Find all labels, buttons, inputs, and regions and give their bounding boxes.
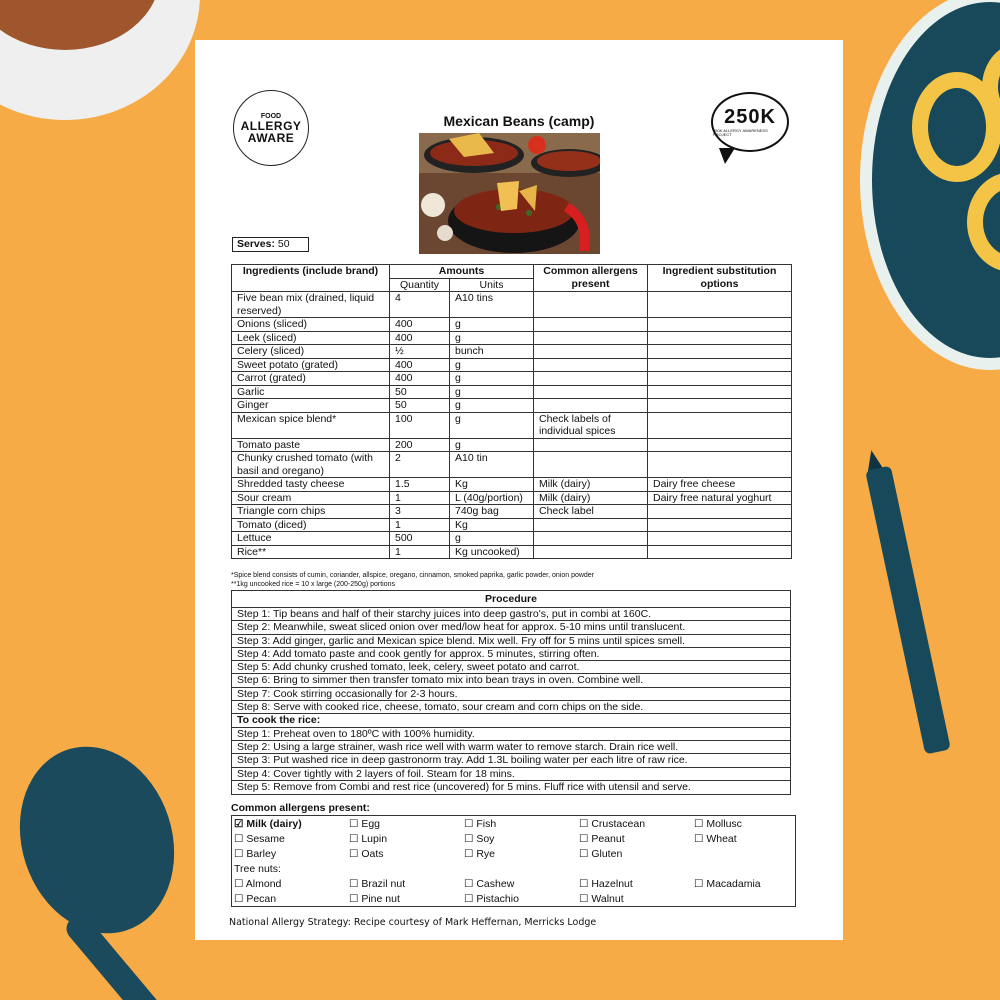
allergens-checklist <box>231 815 796 907</box>
cell-quantity: 400 <box>390 318 450 332</box>
cell-allergens <box>534 399 648 413</box>
cell-ingredient: Sweet potato (grated) <box>232 358 390 372</box>
cell-units: g <box>450 412 534 438</box>
table-row <box>232 292 792 318</box>
cell-quantity: 1 <box>390 491 450 505</box>
tree-nuts-label: Tree nuts: <box>234 863 281 875</box>
table-row <box>232 491 792 505</box>
header-amounts: Amounts <box>390 265 534 279</box>
table-row <box>232 452 792 478</box>
allergen-checkbox[interactable] <box>234 892 276 906</box>
allergen-label: Walnut <box>591 893 624 905</box>
unchecked-box-icon: ☐ <box>464 833 474 845</box>
unchecked-box-icon: ☐ <box>579 893 589 905</box>
serves-box: Serves: 50 <box>232 237 309 252</box>
cell-allergens: Milk (dairy) <box>534 491 648 505</box>
table-row <box>232 478 792 492</box>
cell-units: Kg <box>450 518 534 532</box>
checked-box-icon: ☑ <box>234 818 244 830</box>
cell-units: g <box>450 399 534 413</box>
cell-allergens <box>534 385 648 399</box>
cell-substitution <box>648 532 792 546</box>
cell-allergens: Check label <box>534 505 648 519</box>
cell-allergens <box>534 545 648 559</box>
allergen-checkbox[interactable] <box>349 892 400 906</box>
table-row <box>232 518 792 532</box>
cell-ingredient: Tomato (diced) <box>232 518 390 532</box>
cell-quantity: 400 <box>390 358 450 372</box>
cell-quantity: 1.5 <box>390 478 450 492</box>
unchecked-box-icon: ☐ <box>464 848 474 860</box>
cell-quantity: 2 <box>390 452 450 478</box>
allergen-label: Lupin <box>361 833 388 845</box>
allergen-label: Sesame <box>246 833 285 845</box>
cell-ingredient: Five bean mix (drained, liquid reserved) <box>232 292 390 318</box>
procedure-step: Step 5: Add chunky crushed tomato, leek, celery, sweet potato and carrot. <box>232 661 790 674</box>
allergen-checkbox[interactable] <box>579 832 625 846</box>
allergen-checkbox[interactable] <box>349 832 387 846</box>
cell-units: Kg <box>450 478 534 492</box>
cell-ingredient: Mexican spice blend* <box>232 412 390 438</box>
cell-ingredient: Carrot (grated) <box>232 372 390 386</box>
cell-substitution <box>648 412 792 438</box>
cell-substitution <box>648 438 792 452</box>
cell-quantity: 3 <box>390 505 450 519</box>
cell-substitution <box>648 385 792 399</box>
allergen-label: Pine nut <box>361 893 400 905</box>
rice-note: **1kg uncooked rice = 10 x large (200-250g) portions <box>231 581 396 588</box>
allergen-label: Rye <box>476 848 496 860</box>
cell-quantity: 400 <box>390 331 450 345</box>
cell-quantity: 4 <box>390 292 450 318</box>
cell-ingredient: Garlic <box>232 385 390 399</box>
cell-ingredient: Chunky crushed tomato (with basil and oregano) <box>232 452 390 478</box>
cell-substitution <box>648 318 792 332</box>
procedure-step: Step 2: Using a large strainer, wash rice well with warm water to remove starch. Drain rice well. <box>232 741 790 754</box>
table-row <box>232 358 792 372</box>
allergen-label: Macadamia <box>706 878 761 890</box>
cell-units: bunch <box>450 345 534 359</box>
procedure-step: Step 8: Serve with cooked rice, cheese, tomato, sour cream and corn chips on the side. <box>232 701 790 714</box>
allergen-label: Egg <box>361 818 381 830</box>
food-allergy-aware-logo: FOOD ALLERGY AWARE <box>233 90 309 166</box>
cell-substitution <box>648 331 792 345</box>
cell-allergens <box>534 518 648 532</box>
allergen-checkbox[interactable] <box>464 832 494 846</box>
cell-allergens <box>534 438 648 452</box>
table-row <box>232 345 792 359</box>
table-row <box>232 532 792 546</box>
procedure-step: Step 4: Cover tightly with 2 layers of foil. Steam for 18 mins. <box>232 768 790 781</box>
cell-allergens <box>534 452 648 478</box>
procedure-step: Step 4: Add tomato paste and cook gently for approx. 5 minutes, stirring often. <box>232 648 790 661</box>
allergen-checkbox[interactable] <box>694 832 737 846</box>
cell-allergens <box>534 358 648 372</box>
allergen-checkbox[interactable] <box>349 847 384 861</box>
allergen-checkbox[interactable] <box>464 847 495 861</box>
pen-decoration <box>865 465 951 754</box>
table-row <box>232 385 792 399</box>
cell-units: Kg uncooked) <box>450 545 534 559</box>
cell-units: A10 tin <box>450 452 534 478</box>
ingredients-table <box>231 264 792 559</box>
header-substitution: Ingredient substitution options <box>648 265 792 292</box>
cell-substitution <box>648 292 792 318</box>
allergen-label: Crustacean <box>591 818 646 830</box>
allergen-label: Mollusc <box>706 818 742 830</box>
cell-units: g <box>450 385 534 399</box>
allergen-label: Gluten <box>591 848 623 860</box>
cell-allergens <box>534 331 648 345</box>
recipe-title: Mexican Beans (camp) <box>443 113 595 129</box>
allergen-label: Fish <box>476 818 497 830</box>
procedure-step: Step 3: Put washed rice in deep gastronorm tray. Add 1.3L boiling water per each litre of raw rice. <box>232 754 790 767</box>
header-units: Units <box>450 278 534 292</box>
unchecked-box-icon: ☐ <box>464 893 474 905</box>
allergen-checkbox[interactable] <box>234 877 281 891</box>
cell-allergens <box>534 372 648 386</box>
cell-units: A10 tins <box>450 292 534 318</box>
allergen-label: Peanut <box>591 833 625 845</box>
250k-logo: 250K 250K ALLERGY AWARENESS PROJECT <box>711 92 789 152</box>
cell-quantity: ½ <box>390 345 450 359</box>
cell-units: g <box>450 532 534 546</box>
recipe-photo <box>419 133 600 254</box>
unchecked-box-icon: ☐ <box>694 833 704 845</box>
procedure-step: Step 1: Preheat oven to 180ºC with 100% humidity. <box>232 728 790 741</box>
unchecked-box-icon: ☐ <box>349 848 359 860</box>
footer-credit: National Allergy Strategy: Recipe courtesy of Mark Heffernan, Merricks Lodge <box>229 917 597 928</box>
procedure-step: Step 2: Meanwhile, sweat sliced onion over med/low heat for approx. 5-10 mins until translucent. <box>232 621 790 634</box>
table-row <box>232 372 792 386</box>
unchecked-box-icon: ☐ <box>349 878 359 890</box>
cell-ingredient: Triangle corn chips <box>232 505 390 519</box>
cell-substitution: Dairy free natural yoghurt <box>648 491 792 505</box>
cell-substitution <box>648 358 792 372</box>
allergen-label: Brazil nut <box>361 878 406 890</box>
cell-ingredient: Leek (sliced) <box>232 331 390 345</box>
pasta-bowl-decoration <box>860 0 1000 370</box>
allergen-label: Wheat <box>706 833 737 845</box>
cell-allergens <box>534 318 648 332</box>
spice-note: *Spice blend consists of cumin, coriander, allspice, oregano, cinnamon, smoked paprika, garlic powder, onion powder <box>231 572 595 579</box>
allergen-checkbox[interactable] <box>579 892 624 906</box>
cell-quantity: 500 <box>390 532 450 546</box>
allergen-label: Hazelnut <box>591 878 633 890</box>
table-row <box>232 505 792 519</box>
cell-units: 740g bag <box>450 505 534 519</box>
cell-ingredient: Tomato paste <box>232 438 390 452</box>
allergen-checkbox[interactable] <box>464 877 514 891</box>
unchecked-box-icon: ☐ <box>234 893 244 905</box>
procedure-step: Step 6: Bring to simmer then transfer tomato mix into bean trays in oven. Combine well. <box>232 674 790 687</box>
procedure-subheading: To cook the rice: <box>232 714 790 727</box>
cell-ingredient: Shredded tasty cheese <box>232 478 390 492</box>
allergen-checkbox[interactable] <box>349 817 380 831</box>
allergen-label: Pistachio <box>476 893 519 905</box>
allergen-checkbox[interactable] <box>579 847 622 861</box>
cell-units: L (40g/portion) <box>450 491 534 505</box>
allergens-title: Common allergens present: <box>231 802 370 814</box>
spoon-decoration <box>0 726 198 953</box>
table-row <box>232 399 792 413</box>
allergen-label: Milk (dairy) <box>246 818 302 830</box>
cell-ingredient: Lettuce <box>232 532 390 546</box>
unchecked-box-icon: ☐ <box>579 848 589 860</box>
table-row <box>232 331 792 345</box>
cell-ingredient: Rice** <box>232 545 390 559</box>
allergen-label: Oats <box>361 848 384 860</box>
unchecked-box-icon: ☐ <box>579 833 589 845</box>
cell-ingredient: Sour cream <box>232 491 390 505</box>
header-ingredients: Ingredients (include brand) <box>232 265 390 292</box>
cell-quantity: 100 <box>390 412 450 438</box>
procedure-step: Step 5: Remove from Combi and rest rice (uncovered) for 5 mins. Fluff rice with utensil and serve. <box>237 780 691 793</box>
allergen-checkbox[interactable] <box>234 817 302 831</box>
unchecked-box-icon: ☐ <box>694 818 704 830</box>
allergen-checkbox[interactable] <box>464 817 496 831</box>
allergen-checkbox[interactable] <box>694 817 742 831</box>
table-row <box>232 545 792 559</box>
cell-ingredient: Celery (sliced) <box>232 345 390 359</box>
unchecked-box-icon: ☐ <box>349 893 359 905</box>
unchecked-box-icon: ☐ <box>349 818 359 830</box>
table-row <box>232 318 792 332</box>
allergen-checkbox[interactable] <box>234 847 276 861</box>
allergen-label: Cashew <box>476 878 515 890</box>
unchecked-box-icon: ☐ <box>464 818 474 830</box>
cell-substitution <box>648 505 792 519</box>
header-allergens: Common allergens present <box>534 265 648 292</box>
table-row <box>232 412 792 438</box>
allergen-checkbox[interactable] <box>579 817 645 831</box>
cell-allergens <box>534 532 648 546</box>
cell-quantity: 50 <box>390 385 450 399</box>
header-quantity: Quantity <box>390 278 450 292</box>
table-row <box>232 438 792 452</box>
cell-units: g <box>450 358 534 372</box>
unchecked-box-icon: ☐ <box>579 878 589 890</box>
cell-units: g <box>450 438 534 452</box>
procedure-step: Step 7: Cook stirring occasionally for 2-3 hours. <box>232 688 790 701</box>
cell-substitution <box>648 399 792 413</box>
cell-substitution <box>648 345 792 359</box>
unchecked-box-icon: ☐ <box>464 878 474 890</box>
cell-substitution <box>648 545 792 559</box>
allergen-checkbox[interactable] <box>579 877 633 891</box>
allergen-checkbox[interactable] <box>694 877 761 891</box>
cell-ingredient: Ginger <box>232 399 390 413</box>
cell-ingredient: Onions (sliced) <box>232 318 390 332</box>
cell-allergens <box>534 292 648 318</box>
allergen-label: Barley <box>246 848 277 860</box>
allergen-label: Pecan <box>246 893 277 905</box>
procedure-step: Step 1: Tip beans and half of their starchy juices into deep gastro's, put in combi at 160C. <box>232 608 790 621</box>
procedure-heading: Procedure <box>232 591 790 608</box>
coffee-cup-decoration <box>0 0 200 120</box>
cell-quantity: 400 <box>390 372 450 386</box>
allergen-checkbox[interactable] <box>349 877 405 891</box>
cell-quantity: 200 <box>390 438 450 452</box>
procedure-step: Step 3: Add ginger, garlic and Mexican spice blend. Mix well. Fry off for 5 mins until spices smell. <box>232 635 790 648</box>
recipe-sheet <box>195 40 843 940</box>
cell-substitution: Dairy free cheese <box>648 478 792 492</box>
unchecked-box-icon: ☐ <box>349 833 359 845</box>
allergens-divider <box>231 906 776 907</box>
cell-allergens <box>534 345 648 359</box>
cell-units: g <box>450 318 534 332</box>
unchecked-box-icon: ☐ <box>234 833 244 845</box>
cell-units: g <box>450 331 534 345</box>
allergen-checkbox[interactable] <box>464 892 519 906</box>
unchecked-box-icon: ☐ <box>234 878 244 890</box>
cell-allergens: Check labels of individual spices <box>534 412 648 438</box>
allergen-checkbox[interactable] <box>234 832 285 846</box>
procedure-table <box>231 590 791 795</box>
cell-substitution <box>648 452 792 478</box>
unchecked-box-icon: ☐ <box>234 848 244 860</box>
cell-allergens: Milk (dairy) <box>534 478 648 492</box>
cell-quantity: 1 <box>390 545 450 559</box>
unchecked-box-icon: ☐ <box>694 878 704 890</box>
allergen-label: Soy <box>476 833 495 845</box>
cell-quantity: 1 <box>390 518 450 532</box>
cell-units: g <box>450 372 534 386</box>
unchecked-box-icon: ☐ <box>579 818 589 830</box>
cell-substitution <box>648 518 792 532</box>
footnotes <box>231 571 811 589</box>
cell-substitution <box>648 372 792 386</box>
serves-value: 50 <box>277 238 290 250</box>
allergen-label: Almond <box>245 878 282 890</box>
cell-quantity: 50 <box>390 399 450 413</box>
